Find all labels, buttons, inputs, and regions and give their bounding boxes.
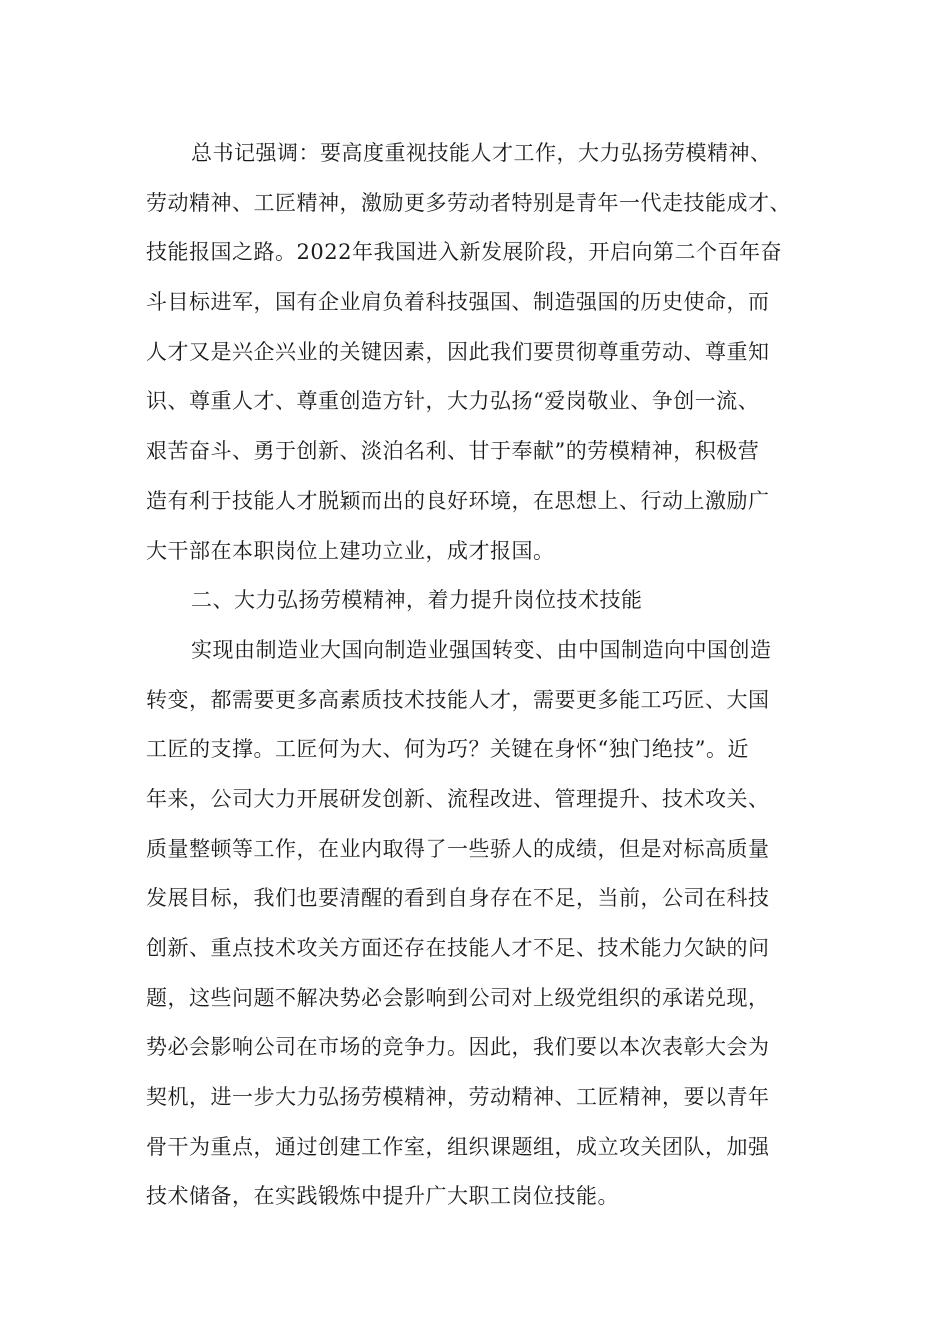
paragraph-1-line-6: 识、尊重人才、尊重创造方针，大力弘扬“爱岗敬业、争创一流、 [146, 389, 760, 414]
paragraph-2-line-11: 骨干为重点，通过创建工作室，组织课题组，成立攻关团队，加强 [146, 1134, 770, 1159]
paragraph-2-line-4: 年来，公司大力开展研发创新、流程改进、管理提升、技术攻关、 [146, 786, 770, 811]
paragraph-1-line-5: 人才又是兴企兴业的关键因素，因此我们要贯彻尊重劳动、尊重知 [146, 339, 770, 364]
paragraph-2-line-8: 题，这些问题不解决势必会影响到公司对上级党组织的承诺兑现， [146, 985, 770, 1010]
paragraph-1-line-9: 大干部在本职岗位上建功立业，成才报国。 [146, 538, 555, 563]
paragraph-2-line-1: 实现由制造业大国向制造业强国转变、由中国制造向中国创造 [191, 637, 772, 662]
paragraph-2-line-9: 势必会影响公司在市场的竞争力。因此，我们要以本次表彰大会为 [146, 1035, 770, 1060]
paragraph-1-line-1: 总书记强调：要高度重视技能人才工作，大力弘扬劳模精神、 [191, 141, 772, 165]
paragraph-1-line-4: 斗目标进军，国有企业肩负着科技强国、制造强国的历史使命，而 [146, 290, 770, 315]
paragraph-1-line-3: 技能报国之路。2022年我国进入新发展阶段，开启向第二个百年奋 [146, 240, 782, 265]
paragraph-1-line-7: 艰苦奋斗、勇于创新、淡泊名利、甘于奉献”的劳模精神，积极营 [146, 439, 760, 464]
paragraph-2-line-6: 发展目标，我们也要清醒的看到自身存在不足，当前，公司在科技 [146, 886, 770, 911]
paragraph-1-line-8: 造有利于技能人才脱颖而出的良好环境，在思想上、行动上激励广 [146, 488, 770, 513]
paragraph-2-line-10: 契机，进一步大力弘扬劳模精神，劳动精神、工匠精神，要以青年 [146, 1085, 770, 1110]
paragraph-2-line-12: 技术储备，在实践锻炼中提升广大职工岗位技能。 [146, 1184, 619, 1209]
document-body [146, 129, 816, 1222]
paragraph-2-line-7: 创新、重点技术攻关方面还存在技能人才不足、技术能力欠缺的问 [146, 936, 770, 960]
paragraph-2-line-3: 工匠的支撑。工匠何为大、何为巧？关键在身怀“独门绝技”。近 [146, 737, 749, 762]
section-heading: 二、大力弘扬劳模精神，着力提升岗位技术技能 [191, 588, 643, 613]
paragraph-1-line-2: 劳动精神、工匠精神，激励更多劳动者特别是青年一代走技能成才、 [146, 190, 791, 215]
paragraph-2-line-5: 质量整顿等工作，在业内取得了一些骄人的成绩，但是对标高质量 [146, 836, 770, 861]
paragraph-2-line-2: 转变，都需要更多高素质技术技能人才，需要更多能工巧匠、大国 [146, 687, 770, 712]
